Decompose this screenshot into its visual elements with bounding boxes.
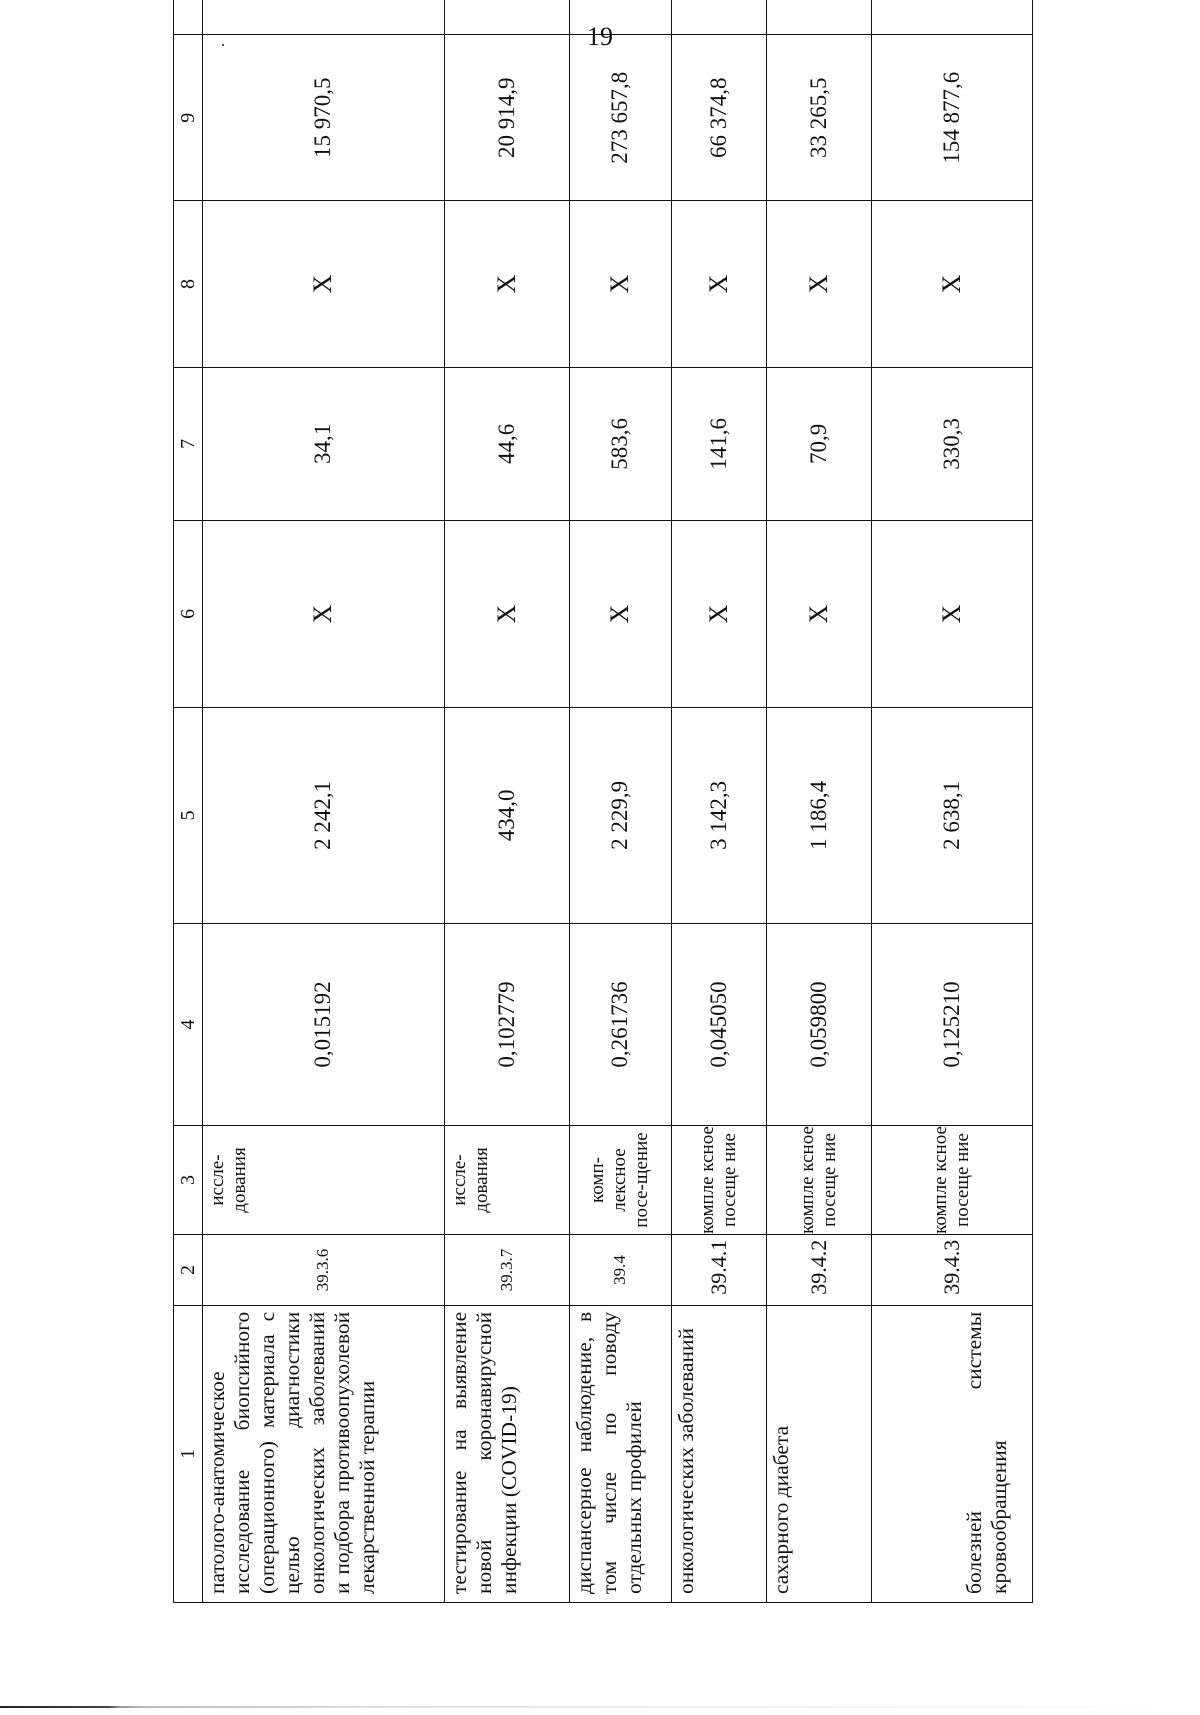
column-header: 7 xyxy=(174,367,203,521)
scan-edge-line xyxy=(0,1706,1200,1708)
value-cell: 0,102779 xyxy=(444,924,569,1126)
column-header: 4 xyxy=(174,924,203,1126)
unit-cell: иссле-дования xyxy=(444,1125,569,1235)
rotated-table-container xyxy=(173,0,1033,1603)
unit-cell: компле ксное посеще ние xyxy=(767,1125,871,1235)
x-mark-cell: X xyxy=(671,521,767,707)
code-cell: 39.3.7 xyxy=(444,1235,569,1306)
x-mark-cell: X xyxy=(871,201,1032,367)
table-row xyxy=(671,0,767,1603)
code-cell: 39.3.6 xyxy=(203,1235,445,1306)
column-header xyxy=(174,0,203,35)
table-row xyxy=(871,0,1032,1603)
empty-cell xyxy=(871,0,1032,35)
value-cell: 0,261736 xyxy=(569,924,671,1126)
value-cell: 33 265,5 xyxy=(767,35,871,201)
service-name-cell: болезней системы кровообращения xyxy=(871,1305,1032,1602)
unit-cell: компле ксное посеще ние xyxy=(671,1125,767,1235)
unit-cell: иссле-дования xyxy=(203,1125,445,1235)
value-cell: 44,6 xyxy=(444,367,569,521)
code-cell: 39.4.2 xyxy=(767,1235,871,1306)
value-cell: 141,6 xyxy=(671,367,767,521)
column-header: 5 xyxy=(174,707,203,924)
value-cell: 0,125210 xyxy=(871,924,1032,1126)
empty-cell xyxy=(671,0,767,35)
value-cell: 70,9 xyxy=(767,367,871,521)
x-mark-cell: X xyxy=(767,521,871,707)
x-mark-cell xyxy=(569,0,671,35)
column-header: 2 xyxy=(174,1235,203,1306)
service-name-cell: патолого-анатомическое исследование биопсийного (операционного) материала с целью диагностики онкологических заболеваний и подбора противоопухолевой лекарственной терапии xyxy=(203,1305,445,1602)
column-header: 3 xyxy=(174,1125,203,1235)
empty-cell xyxy=(767,0,871,35)
value-cell: 66 374,8 xyxy=(671,35,767,201)
service-name-cell: тестирование на выявление новой коронавирусной инфекции (COVID-19) xyxy=(444,1305,569,1602)
value-cell: 2 242,1 xyxy=(203,707,445,924)
value-cell: 0,015192 xyxy=(203,924,445,1126)
x-mark-cell: X xyxy=(444,201,569,367)
page-number: 19 xyxy=(587,22,613,51)
table-row xyxy=(767,0,871,1603)
code-cell: 39.4 xyxy=(569,1235,671,1306)
x-mark-cell: X xyxy=(767,201,871,367)
table-row xyxy=(569,0,671,1603)
x-mark-cell: X xyxy=(444,521,569,707)
code-cell: 39.4.1 xyxy=(671,1235,767,1306)
column-header: 6 xyxy=(174,521,203,707)
table-row xyxy=(444,0,569,1603)
unit-cell: компле ксное посеще ние xyxy=(871,1125,1032,1235)
value-cell: 273 657,8 xyxy=(569,35,671,201)
column-number-row xyxy=(174,0,203,1603)
service-name-cell: сахарного диабета xyxy=(767,1305,871,1602)
x-mark-cell xyxy=(203,0,445,35)
code-cell: 39.4.3 xyxy=(871,1235,1032,1306)
x-mark-cell: X xyxy=(203,201,445,367)
service-name-cell: диспансерное наблюдение, в том числе по поводу отдельных профилей xyxy=(569,1305,671,1602)
x-mark-cell: X xyxy=(569,201,671,367)
x-mark-cell: X xyxy=(871,521,1032,707)
value-cell: 1 186,4 xyxy=(767,707,871,924)
unit-cell: комп-лексное посе-щение xyxy=(569,1125,671,1235)
value-cell: 330,3 xyxy=(871,367,1032,521)
value-cell: 20 914,9 xyxy=(444,35,569,201)
value-cell: 583,6 xyxy=(569,367,671,521)
x-mark-cell: X xyxy=(203,521,445,707)
value-cell: 3 142,3 xyxy=(671,707,767,924)
value-cell: 2 229,9 xyxy=(569,707,671,924)
value-cell: 434,0 xyxy=(444,707,569,924)
value-cell: 34,1 xyxy=(203,367,445,521)
x-mark-cell: X xyxy=(569,521,671,707)
value-cell: 154 877,6 xyxy=(871,35,1032,201)
x-mark-cell: X xyxy=(671,201,767,367)
value-cell: 2 638,1 xyxy=(871,707,1032,924)
value-cell: 15 970,5 xyxy=(203,35,445,201)
service-name-cell: онкологических заболеваний xyxy=(671,1305,767,1602)
table-row xyxy=(203,0,445,1603)
column-header: 9 xyxy=(174,35,203,201)
data-table xyxy=(173,0,1033,1603)
value-cell: 0,045050 xyxy=(671,924,767,1126)
column-header: 8 xyxy=(174,201,203,367)
x-mark-cell xyxy=(444,0,569,35)
column-header: 1 xyxy=(174,1305,203,1602)
value-cell: 0,059800 xyxy=(767,924,871,1126)
